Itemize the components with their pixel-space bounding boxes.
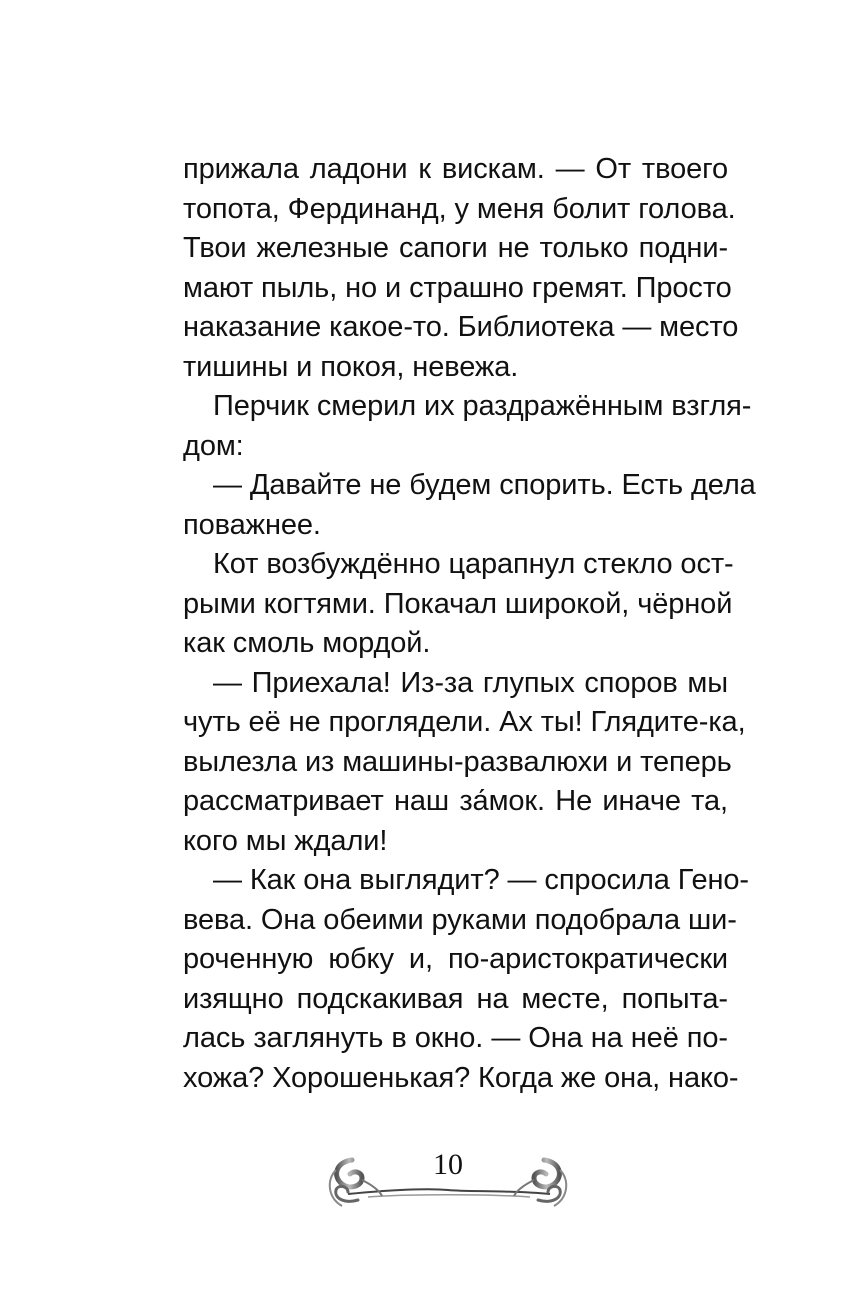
text-line: прижала ладони к вискам. — От твоего (183, 153, 728, 185)
text-line: изящно подскакивая на месте, попыта- (183, 982, 728, 1015)
text-line: вева. Она обеими руками подобрала ши- (183, 903, 737, 936)
text-line: кого мы ждали! (183, 824, 388, 857)
text-line: хожа? Хорошенькая? Когда же она, нако- (183, 1061, 739, 1094)
text-line: вылезла из машины-развалюхи и теперь (183, 745, 732, 778)
text-line: — Приехала! Из-за глупых споров мы (213, 666, 728, 699)
text-line: роченную юбку и, по-аристократически (183, 943, 728, 975)
text-line: Твои железные сапоги не только подни- (183, 232, 728, 264)
text-line: топота, Фердинанд, у меня болит голова. (183, 192, 736, 225)
text-line: чуть её не проглядели. Ах ты! Глядите-ка, (183, 706, 746, 738)
page-footer (318, 1140, 578, 1220)
text-line: Перчик смерил их раздражённым взгля- (213, 390, 752, 422)
text-line: рыми когтями. Покачал широкой, чёрной (183, 587, 733, 620)
text-line: — Давайте не будем спорить. Есть дела (213, 469, 756, 501)
text-line: тишины и покоя, невежа. (183, 350, 519, 383)
text-line: Кот возбуждённо царапнул стекло ост- (213, 548, 734, 580)
text-line: — Как она выглядит? — спросила Гено- (213, 864, 749, 896)
text-line: мают пыль, но и страшно гремят. Просто (183, 271, 732, 304)
text-line: поважнее. (183, 508, 321, 541)
text-line: рассматривает наш за́мок. Не иначе та, (183, 785, 728, 817)
page-number: 10 (433, 1148, 463, 1181)
text-line: лась заглянуть в окно. — Она на неё по- (183, 1022, 728, 1054)
text-line: как смоль мордой. (183, 627, 431, 659)
text-line: наказание какое-то. Библиотека — место (183, 311, 739, 343)
text-line: дом: (183, 429, 244, 462)
page-body (183, 150, 756, 1098)
